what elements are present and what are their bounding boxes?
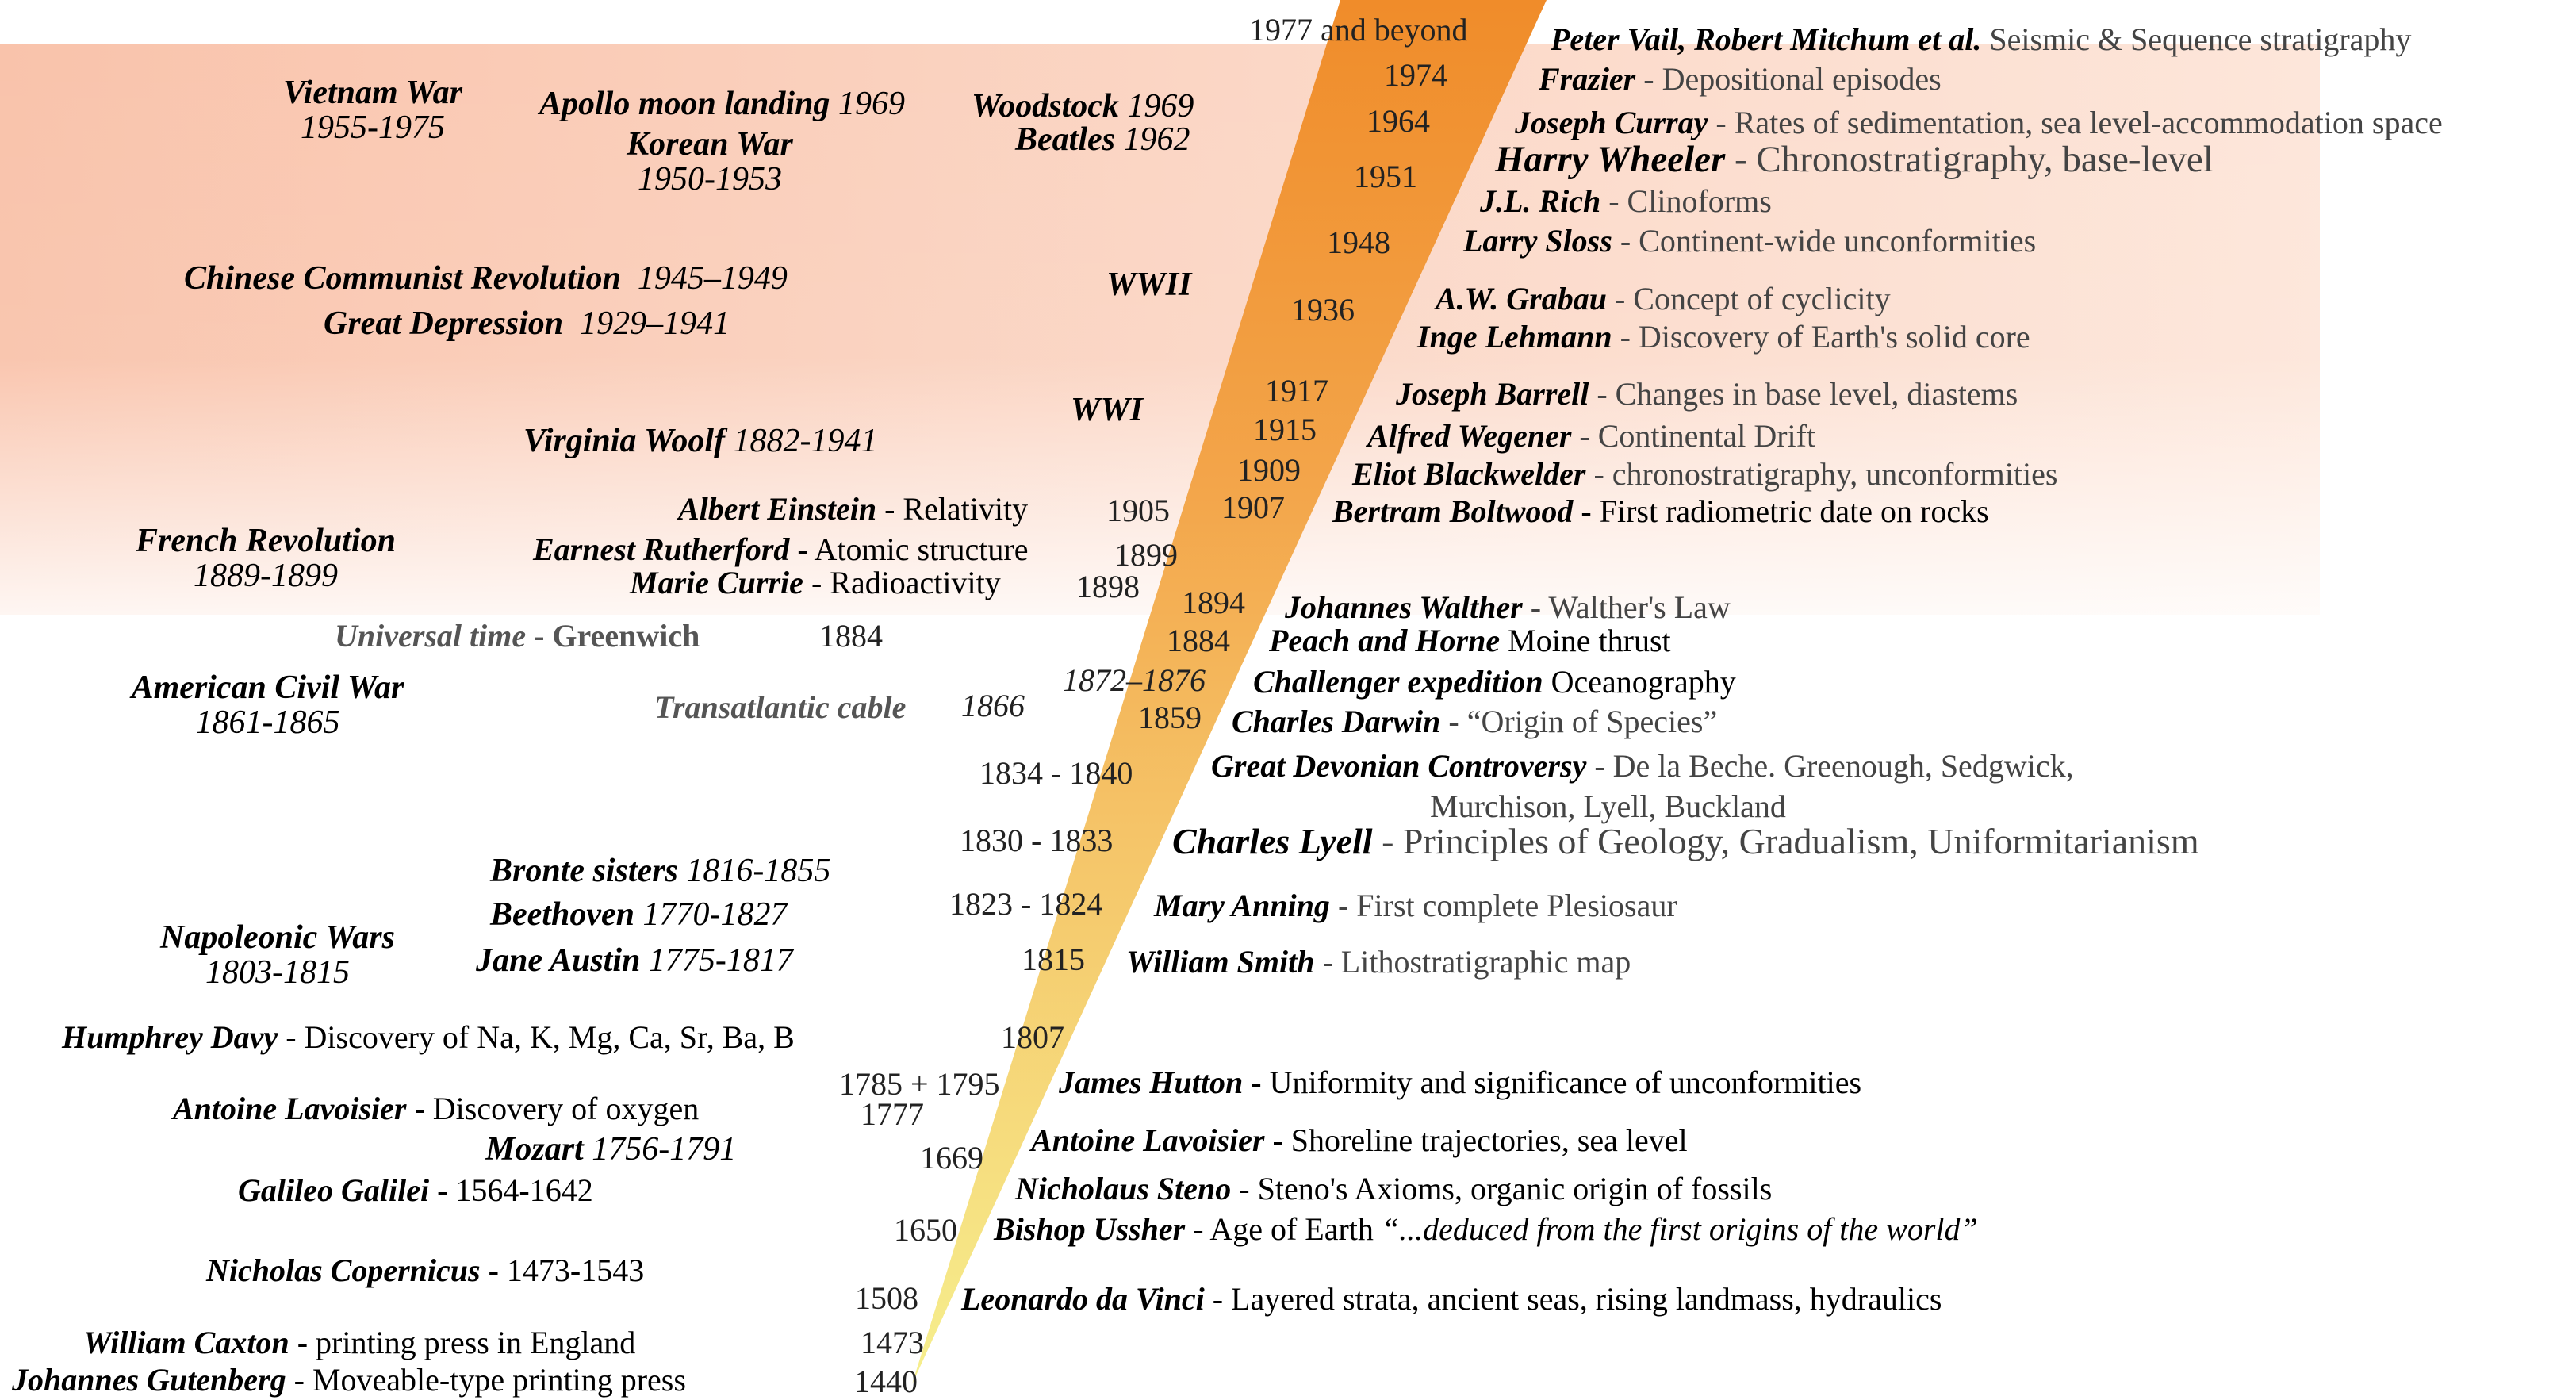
science-year: 1440 bbox=[854, 1364, 918, 1399]
culture-event: American Civil War 1861-1865 bbox=[131, 669, 404, 742]
geology-year: 1951 bbox=[1354, 159, 1417, 194]
science-year: 1899 bbox=[1114, 537, 1178, 573]
war-label: WWII bbox=[1106, 267, 1192, 303]
geology-entry: Joseph Barrell - Changes in base level, diastems bbox=[1396, 376, 2018, 412]
geology-entry: Leonardo da Vinci - Layered strata, ancient seas, rising landmass, hydraulics bbox=[961, 1281, 1942, 1317]
geology-year: 1834 - 1840 bbox=[979, 755, 1133, 791]
geology-entry: Charles Lyell - Principles of Geology, Gradualism, Uniformitarianism bbox=[1172, 821, 2199, 861]
geology-entry: Larry Sloss - Continent-wide unconformities bbox=[1463, 223, 2037, 259]
geology-year: 1508 bbox=[855, 1280, 918, 1316]
science-entry: Universal time - Greenwich bbox=[335, 618, 700, 654]
geology-year: 1974 bbox=[1384, 57, 1447, 93]
culture-event: Bronte sisters 1816-1855 bbox=[490, 853, 831, 889]
culture-event: Vietnam War 1955-1975 bbox=[282, 75, 463, 147]
science-year: 1866 bbox=[961, 688, 1025, 723]
geology-entry: James Hutton - Uniformity and significance of unconformities bbox=[1059, 1064, 1862, 1100]
geology-entry: Johannes Walther - Walther's Law bbox=[1285, 589, 1731, 625]
science-entry: Galileo Galilei - 1564-1642 bbox=[238, 1172, 593, 1208]
geology-entry: Inge Lehmann - Discovery of Earth's solid core bbox=[1417, 319, 2030, 355]
geology-entry: Challenger expedition Oceanography bbox=[1253, 664, 1736, 700]
culture-event: Apollo moon landing 1969 bbox=[539, 86, 905, 122]
culture-event: Jane Austin 1775-1817 bbox=[476, 942, 793, 979]
science-year: 1777 bbox=[861, 1096, 924, 1132]
geology-entry: Alfred Wegener - Continental Drift bbox=[1367, 418, 1816, 454]
science-entry: Johannes Gutenberg - Moveable-type printing press bbox=[12, 1362, 686, 1398]
geology-year: 1907 bbox=[1221, 489, 1285, 525]
culture-event: Mozart 1756-1791 bbox=[485, 1131, 737, 1168]
geology-year: 1909 bbox=[1237, 452, 1301, 488]
geology-entry: Charles Darwin - “Origin of Species” bbox=[1232, 704, 1718, 739]
geology-entry: Bishop Ussher - Age of Earth “...deduced from the first origins of the world” bbox=[994, 1211, 1978, 1247]
culture-event: Chinese Communist Revolution 1945–1949 bbox=[184, 260, 788, 297]
geology-entry: Peach and Horne Moine thrust bbox=[1269, 623, 1671, 658]
culture-event: Beethoven 1770-1827 bbox=[490, 896, 788, 933]
geology-year: 1872–1876 bbox=[1063, 662, 1206, 698]
geology-entry: Antoine Lavoisier - Shoreline trajectories, sea level bbox=[1031, 1122, 1688, 1158]
science-year: 1884 bbox=[819, 618, 883, 654]
geology-entry: Frazier - Depositional episodes bbox=[1539, 61, 1942, 97]
geology-entry: J.L. Rich - Clinoforms bbox=[1480, 183, 1772, 219]
geology-year: 1830 - 1833 bbox=[960, 823, 1114, 858]
geology-year: 1785 + 1795 bbox=[839, 1066, 1000, 1102]
culture-event: Beatles 1962 bbox=[1015, 121, 1190, 158]
geology-entry: Great Devonian Controversy - De la Beche. Greenough, Sedgwick, bbox=[1211, 748, 2074, 784]
geology-year: 1669 bbox=[920, 1140, 983, 1176]
geology-entry: Joseph Curray - Rates of sedimentation, sea level-accommodation space bbox=[1515, 105, 2443, 140]
science-year: 1898 bbox=[1076, 569, 1140, 604]
geology-year: 1917 bbox=[1265, 373, 1328, 408]
geology-entry-continued: Murchison, Lyell, Buckland bbox=[1430, 788, 1786, 824]
culture-event: French Revolution 1889-1899 bbox=[136, 523, 396, 595]
geology-entry: William Smith - Lithostratigraphic map bbox=[1126, 944, 1631, 980]
geology-year: 1815 bbox=[1022, 942, 1085, 977]
geology-year: 1884 bbox=[1167, 623, 1230, 658]
geology-year: 1964 bbox=[1367, 103, 1430, 139]
geology-year: 1650 bbox=[894, 1212, 957, 1248]
geology-year: 1915 bbox=[1253, 412, 1317, 447]
geology-year: 1894 bbox=[1182, 585, 1245, 620]
science-entry: Albert Einstein - Relativity bbox=[678, 491, 1029, 527]
geology-year: 1977 and beyond bbox=[1249, 12, 1468, 48]
geology-entry: Nicholaus Steno - Steno's Axioms, organic origin of fossils bbox=[1015, 1171, 1773, 1206]
science-entry: Nicholas Copernicus - 1473-1543 bbox=[206, 1252, 645, 1288]
science-year: 1473 bbox=[861, 1325, 924, 1360]
science-entry: Marie Currie - Radioactivity bbox=[630, 565, 1001, 600]
geology-entry: A.W. Grabau - Concept of cyclicity bbox=[1436, 281, 1891, 316]
science-entry: Antoine Lavoisier - Discovery of oxygen bbox=[173, 1091, 700, 1126]
culture-event: Virginia Woolf 1882-1941 bbox=[523, 423, 878, 459]
geology-entry: Harry Wheeler - Chronostratigraphy, base-level bbox=[1495, 139, 2214, 180]
geology-year: 1859 bbox=[1138, 700, 1202, 735]
geology-entry: Bertram Boltwood - First radiometric date on rocks bbox=[1332, 493, 1989, 529]
geology-entry: Eliot Blackwelder - chronostratigraphy, unconformities bbox=[1352, 456, 2058, 492]
science-entry: Humphrey Davy - Discovery of Na, K, Mg, Ca, Sr, Ba, B bbox=[62, 1019, 795, 1055]
culture-event: Woodstock 1969 bbox=[972, 88, 1194, 125]
science-entry: Earnest Rutherford - Atomic structure bbox=[533, 531, 1029, 567]
culture-event: Great Depression 1929–1941 bbox=[324, 305, 730, 342]
culture-event: Korean War 1950-1953 bbox=[627, 126, 793, 198]
geology-year: 1936 bbox=[1291, 292, 1355, 328]
culture-event: Napoleonic Wars 1803-1815 bbox=[160, 919, 395, 992]
geology-entry: Mary Anning - First complete Plesiosaur bbox=[1154, 888, 1677, 923]
war-label: WWI bbox=[1071, 392, 1144, 428]
geology-entry: Peter Vail, Robert Mitchum et al. Seismic & Sequence stratigraphy bbox=[1551, 21, 2412, 57]
geology-year: 1948 bbox=[1327, 224, 1390, 260]
geology-year: 1823 - 1824 bbox=[949, 886, 1103, 922]
science-year: 1807 bbox=[1001, 1019, 1064, 1055]
science-entry: Transatlantic cable bbox=[654, 689, 907, 725]
science-entry: William Caxton - printing press in England bbox=[83, 1325, 636, 1360]
science-year: 1905 bbox=[1106, 493, 1170, 528]
